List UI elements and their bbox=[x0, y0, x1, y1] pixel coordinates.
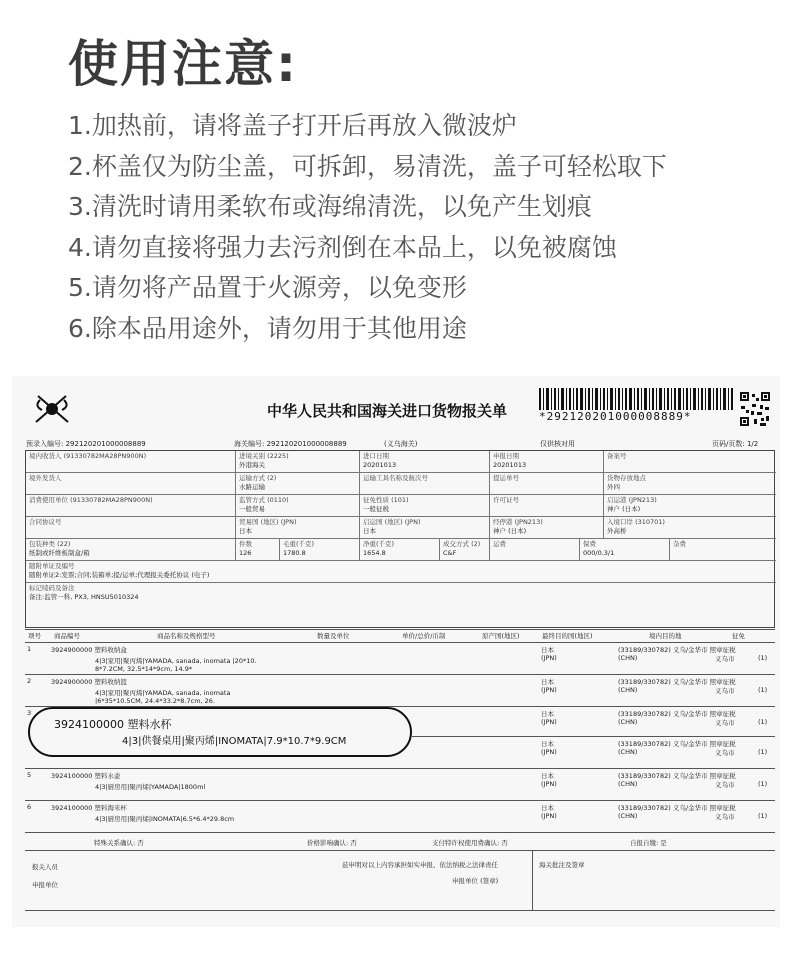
contract-cell: 合同协议号 bbox=[26, 517, 236, 539]
vessel-cell: 运输工具名称及航次号 bbox=[360, 473, 490, 495]
special-relation: 特殊关系确认: 否 bbox=[94, 839, 144, 847]
usage-note: 1.加热前，请将盖子打开后再放入微波炉 bbox=[68, 111, 517, 140]
usage-note: 3.清洗时请用柔软布或海绵清洗，以免产生划痕 bbox=[68, 192, 592, 221]
levy-cell: 征免性质 (101) 一般征税 bbox=[360, 495, 490, 517]
usage-notes-list bbox=[68, 106, 667, 349]
header-grid bbox=[25, 450, 775, 628]
usage-note: 4.请勿直接将强力去污剂倒在本品上，以免被腐蚀 bbox=[68, 232, 617, 262]
divider bbox=[532, 850, 533, 910]
divider bbox=[25, 832, 775, 833]
storage-cell: 货物存放地点 外四 bbox=[604, 473, 776, 495]
customs-number: 海关编号: 292120201000008889 bbox=[234, 440, 347, 448]
divider bbox=[25, 850, 775, 851]
declarant: 报关人员 bbox=[32, 863, 58, 871]
trade-country-cell: 贸易国 (地区) (JPN) 日本 bbox=[236, 517, 360, 539]
highlight-spec: 4|3|供餐桌用|聚丙烯|INOMATA|7.9*10.7*9.9CM bbox=[122, 736, 347, 747]
declare-unit: 申报单位 bbox=[32, 881, 58, 889]
shipper-cell: 境外发货人 bbox=[26, 473, 236, 495]
freight-cell: 运费 bbox=[490, 539, 580, 561]
self-pay: 自报自缴: 是 bbox=[630, 839, 667, 847]
goods-header: 征免 bbox=[732, 632, 745, 640]
goods-row: 3 日本 (JPN) (33189/330782) 义乌/金华市 照章征税 (CHN) 义乌市 (1) bbox=[27, 709, 768, 727]
misc-fee-cell: 杂费 bbox=[670, 539, 776, 561]
marks-cell: 标记唛码及备注 备注:监管一科, PX3, HNSU5010324 bbox=[29, 584, 139, 601]
record-number-cell: 备案号 bbox=[604, 451, 776, 473]
page-title: 使用注意: bbox=[68, 35, 298, 93]
goods-row: 日本 (JPN) (33189/330782) 义乌/金华市 照章征税 (CHN) 义乌市 (1) bbox=[541, 740, 768, 757]
goods-row: 6 3924100000 塑料淘米杯 4|3|厨房用|聚丙烯|INOMATA|6.5*6.4*29.8cm 日本 (JPN) (33189/330782) 义乌/金华市 照章征税 (CHN) 义乌市 (1) bbox=[27, 803, 768, 823]
declare-unit-seal: 申报单位 (签章) bbox=[452, 877, 499, 885]
goods-row: 5 3924100000 塑料水壶 4|3|厨房用|聚丙烯|YAMADA|1800ml 日本 (JPN) (33189/330782) 义乌/金华市 照章征税 (CHN) 义乌市 (1) bbox=[27, 771, 768, 791]
entry-point-cell: 入境口岸 (310701) 外高桥 bbox=[604, 517, 776, 539]
qr-code-icon bbox=[740, 392, 770, 426]
pieces-cell: 件数 126 bbox=[236, 539, 280, 561]
customs-declaration-form bbox=[12, 376, 780, 927]
origin-country-cell: 启运国 (地区) (JPN) 日本 bbox=[360, 517, 490, 539]
usage-note: 5.请勿将产品置于火源旁，以免变形 bbox=[68, 273, 467, 302]
import-date-cell: 进口日期 20201013 bbox=[360, 451, 490, 473]
package-cell: 包装种类 (22) 纸制或纤维板制盒/箱 bbox=[26, 539, 236, 561]
deal-cell: 成交方式 (2) C&F bbox=[440, 539, 490, 561]
documents-cell: 随附单证及编号 随附单证2:发票;合同;装箱单;提/运单;代理报关委托协议 (电子) bbox=[26, 561, 776, 583]
highlight-code-name: 3924100000 塑料水杯 bbox=[54, 718, 172, 731]
transport-cell: 运输方式 (2) 水路运输 bbox=[236, 473, 360, 495]
form-title: 中华人民共和国海关进口货物报关单 bbox=[267, 402, 508, 420]
insurance-cell: 保费 000/0.3/1 bbox=[580, 539, 670, 561]
page-count: 页码/页数: 1/2 bbox=[712, 440, 759, 448]
goods-header: 境内目的地 bbox=[649, 632, 682, 640]
goods-row: 1 3924900000 塑料收纳盒 4|3|家用|聚丙烯|YAMADA, sanada, inomata |20*10. 8*7.2CM, 32.5*14*9cm, 14.9* 日本 (JPN) (33189/330782) 义乌/金华市 照章征税 (CHN) 义乌市 (1) bbox=[27, 645, 768, 673]
customs-emblem-icon bbox=[30, 390, 74, 428]
goods-header: 单价/总价/币制 bbox=[402, 632, 446, 640]
goods-header: 最终目的国(地区) bbox=[542, 632, 593, 640]
usage-note: 2.杯盖仅为防尘盖，可拆卸，易清洗，盖子可轻松取下 bbox=[68, 151, 667, 181]
goods-header: 商品编号 bbox=[54, 632, 80, 640]
goods-header: 原产国(地区) bbox=[482, 632, 520, 640]
usage-note: 6.除本品用途外，请勿用于其他用途 bbox=[68, 313, 467, 343]
consignee-cell: 境内收货人 (91330782MA28PN900N) bbox=[26, 451, 236, 473]
user-unit-cell: 消费使用单位 (91330782MA28PN900N) bbox=[26, 495, 236, 517]
departure-port-cell: 启运港 (JPN213) 神户 (日本) bbox=[604, 495, 776, 517]
supervision-cell: 监管方式 (0110) 一般贸易 bbox=[236, 495, 360, 517]
license-cell: 许可证号 bbox=[490, 495, 604, 517]
net-weight-cell: 净重(千克) 1654.8 bbox=[360, 539, 440, 561]
goods-row: 2 3924900000 塑料收纳篮 4|3|家用|聚丙烯|YAMADA, sanada, inomata |6*35*10.5CM, 24.4*33.2*8.7cm, 26. 日本 (JPN) (33189/330782) 义乌/金华市 照章征税 (CHN) 义乌市 (1) bbox=[27, 677, 768, 705]
royalty-confirm: 支付特许权使用费确认: 否 bbox=[432, 839, 508, 847]
gross-weight-cell: 毛重(千克) 1780.8 bbox=[280, 539, 360, 561]
barcode-number: *292120201000008889* bbox=[539, 410, 692, 423]
barcode-icon bbox=[539, 388, 734, 410]
goods-header: 数量及单位 bbox=[317, 632, 350, 640]
entry-port-cell: 进境关别 (2225) 外港海关 bbox=[236, 451, 360, 473]
bill-cell: 提运单号 bbox=[490, 473, 604, 495]
goods-header: 项号 bbox=[28, 632, 41, 640]
pre-entry-number: 预录入编号: 292120201000008889 bbox=[26, 440, 146, 448]
declare-date-cell: 申报日期 20201013 bbox=[490, 451, 604, 473]
legal-statement: 兹申明对以上内容承担如实申报、依法纳税之法律责任 bbox=[342, 861, 498, 869]
transit-port-cell: 经停港 (JPN213) 神户 (日本) bbox=[490, 517, 604, 539]
customs-note: 海关批注及签章 bbox=[539, 861, 585, 869]
price-confirm: 价格影响确认: 否 bbox=[307, 839, 357, 847]
divider bbox=[25, 910, 775, 911]
print-note: 仅供核对用 bbox=[540, 440, 575, 448]
customs-office: (义乌海关) bbox=[384, 440, 418, 448]
goods-header: 商品名称及规格型号 bbox=[157, 632, 216, 640]
divider bbox=[25, 629, 775, 630]
